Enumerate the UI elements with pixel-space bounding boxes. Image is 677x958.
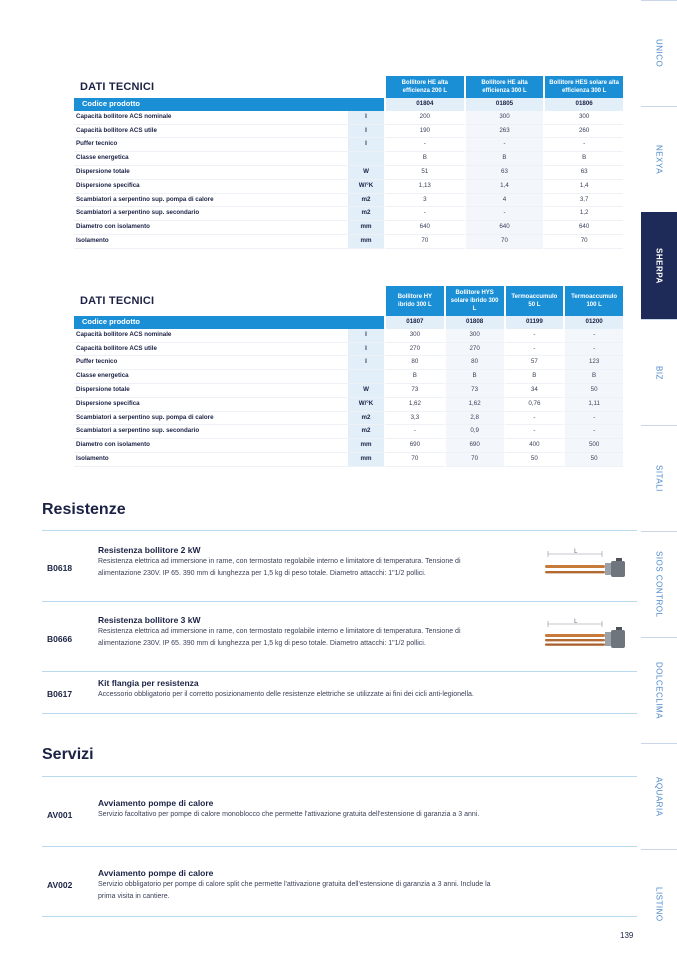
table-row (74, 425, 623, 439)
cell-value: 1,2 (543, 207, 623, 221)
dimension-label: L (574, 618, 578, 625)
cell-value: - (504, 412, 564, 426)
row-unit: l (348, 329, 384, 343)
row-label: Puffer tecnico (74, 138, 348, 152)
tab-label: DOLCECLIMA (654, 661, 664, 719)
item-code: B0618 (47, 563, 73, 573)
cell-value: 0,76 (504, 398, 564, 412)
item-name: Avviamento pompe di calore (98, 798, 214, 808)
column-header: Bollitore HES solare alta efficienza 300 L (543, 76, 623, 98)
cell-value: 80 (384, 356, 444, 370)
cell-value: 400 (504, 439, 564, 453)
cell-value: B (543, 152, 623, 166)
code-row-label: Codice prodotto (74, 98, 348, 111)
cell-value: 260 (543, 125, 623, 139)
cell-value: - (504, 425, 564, 439)
row-unit: l (348, 343, 384, 357)
row-unit: mm (348, 453, 384, 467)
tab-listino[interactable] (641, 849, 677, 958)
cell-value: 1,13 (384, 180, 464, 194)
cell-value: 190 (384, 125, 464, 139)
cell-value: 1,4 (464, 180, 544, 194)
divider (42, 713, 637, 714)
cell-value: 70 (384, 235, 464, 249)
table-row (74, 221, 623, 235)
cell-value: - (543, 138, 623, 152)
cell-value: - (384, 138, 464, 152)
cell-value: - (563, 329, 623, 343)
cell-value: 0,9 (444, 425, 504, 439)
row-unit: mm (348, 221, 384, 235)
cell-value: 690 (384, 439, 444, 453)
divider (42, 601, 637, 602)
table-title: DATI TECNICI (80, 80, 155, 93)
item-name: Avviamento pompe di calore (98, 868, 214, 878)
cell-value: 70 (444, 453, 504, 467)
item-code: AV002 (47, 880, 73, 890)
cell-value: 1,62 (444, 398, 504, 412)
cell-value: - (384, 425, 444, 439)
service-item-av001 (42, 797, 637, 837)
row-unit: l (348, 356, 384, 370)
cell-value: B (444, 370, 504, 384)
page-number: 139 (620, 931, 634, 940)
cell-value: 51 (384, 166, 464, 180)
cell-value: 50 (563, 453, 623, 467)
item-name: Kit flangia per resistenza (98, 678, 199, 688)
product-code: 01805 (464, 98, 544, 111)
tab-unico[interactable] (641, 0, 677, 106)
cell-value: 50 (563, 384, 623, 398)
heater-element-image (540, 548, 632, 580)
table-row (74, 398, 623, 412)
row-unit (348, 152, 384, 166)
cell-value: 263 (464, 125, 544, 139)
cell-value: 80 (444, 356, 504, 370)
table-row (74, 343, 623, 357)
table-row (74, 370, 623, 384)
cell-value: - (384, 207, 464, 221)
tab-biz[interactable] (641, 319, 677, 425)
cell-value: B (384, 152, 464, 166)
cell-value: 63 (464, 166, 544, 180)
row-label: Dispersione totale (74, 166, 348, 180)
product-item-b0618 (42, 544, 637, 602)
row-label: Diametro con isolamento (74, 221, 348, 235)
divider (42, 846, 637, 847)
tab-nexya[interactable] (641, 106, 677, 212)
cell-value: - (504, 329, 564, 343)
item-description: Resistenza elettrica ad immersione in rame, con termostato regolabile interno e limitatore di temperatura. Tensione di alimentazione 230V. IP 65. 390 mm di lunghezza per 1,5 kg di peso totale. Diametro attacchi: 1"1/2 pollici. (98, 628, 461, 647)
cell-value: - (563, 412, 623, 426)
cell-value: 300 (543, 111, 623, 125)
product-code: 01200 (563, 316, 623, 329)
cell-value: B (504, 370, 564, 384)
cell-value: 70 (464, 235, 544, 249)
tab-label: SIOS CONTROL (654, 551, 664, 618)
row-unit: W/°K (348, 398, 384, 412)
tab-label: AQUARIA (654, 776, 664, 817)
product-item-b0617 (42, 677, 637, 713)
row-unit: W/°K (348, 180, 384, 194)
row-label: Dispersione specifica (74, 180, 348, 194)
product-item-b0666 (42, 614, 637, 672)
service-item-av002 (42, 867, 637, 907)
cell-value: 1,11 (563, 398, 623, 412)
cell-value: 73 (444, 384, 504, 398)
cell-value: 3 (384, 194, 464, 208)
item-name: Resistenza bollitore 3 kW (98, 615, 201, 625)
column-header: Bollitore HE alta efficienza 300 L (464, 76, 544, 98)
table-row (74, 329, 623, 343)
row-unit: W (348, 384, 384, 398)
cell-value: 640 (384, 221, 464, 235)
item-description: Accessorio obbligatorio per il corretto posizionamento delle resistenze elettriche se utilizzate ai fini dei cicli anti-legionella. (98, 691, 474, 698)
cell-value: 200 (384, 111, 464, 125)
row-label: Capacità bollitore ACS utile (74, 343, 348, 357)
row-label: Capacità bollitore ACS utile (74, 125, 348, 139)
product-code: 01808 (444, 316, 504, 329)
cell-value: - (504, 343, 564, 357)
table-row (74, 152, 623, 166)
cell-value: B (464, 152, 544, 166)
section-title-resistenze: Resistenze (42, 501, 126, 518)
row-label: Scambiatori a serpentino sup. secondario (74, 207, 348, 221)
heater-element-image (540, 618, 632, 650)
tab-label: LISTINO (654, 886, 664, 922)
row-label: Scambiatori a serpentino sup. pompa di calore (74, 412, 348, 426)
row-unit: l (348, 111, 384, 125)
cell-value: 500 (563, 439, 623, 453)
tab-label: SITALI (654, 465, 664, 492)
tab-label: BIZ (654, 365, 664, 380)
cell-value: 690 (444, 439, 504, 453)
row-label: Diametro con isolamento (74, 439, 348, 453)
tab-sherpa[interactable] (641, 212, 677, 319)
cell-value: 300 (384, 329, 444, 343)
product-code: 01199 (504, 316, 564, 329)
row-label: Dispersione specifica (74, 398, 348, 412)
table-row (74, 138, 623, 152)
cell-value: 123 (563, 356, 623, 370)
row-label: Dispersione totale (74, 384, 348, 398)
divider (42, 530, 637, 531)
row-unit (348, 370, 384, 384)
cell-value: - (464, 207, 544, 221)
cell-value: 640 (543, 221, 623, 235)
tab-dolceclima[interactable] (641, 637, 677, 743)
table-title: DATI TECNICI (80, 294, 155, 307)
item-name: Resistenza bollitore 2 kW (98, 545, 201, 555)
row-label: Classe energetica (74, 370, 348, 384)
row-unit: m2 (348, 412, 384, 426)
section-tabs (641, 0, 677, 958)
table-row (74, 384, 623, 398)
table-row (74, 356, 623, 370)
table-row (74, 194, 623, 208)
cell-value: B (384, 370, 444, 384)
item-code: B0666 (47, 634, 73, 644)
row-unit: l (348, 138, 384, 152)
section-title-servizi: Servizi (42, 746, 94, 763)
table-row (74, 439, 623, 453)
column-header: Bollitore HY ibrido 300 L (384, 286, 444, 316)
cell-value: 640 (464, 221, 544, 235)
item-description: Servizio facoltativo per pompe di calore monoblocco che permette l'attivazione gratuita dell'estensione di garanzia a 3 anni. (98, 811, 480, 818)
cell-value: 1,62 (384, 398, 444, 412)
tab-sitali[interactable] (641, 425, 677, 531)
row-unit: mm (348, 235, 384, 249)
divider (42, 776, 637, 777)
cell-value: 270 (384, 343, 444, 357)
table-row (74, 111, 623, 125)
row-label: Isolamento (74, 453, 348, 467)
table-row (74, 166, 623, 180)
tab-label: UNICO (654, 39, 664, 68)
table-row (74, 207, 623, 221)
tab-aquaria[interactable] (641, 743, 677, 849)
row-unit: m2 (348, 425, 384, 439)
table-row (74, 453, 623, 467)
tech-table-1 (74, 76, 623, 249)
cell-value: 50 (504, 453, 564, 467)
table-row (74, 412, 623, 426)
cell-value: 63 (543, 166, 623, 180)
item-description: Resistenza elettrica ad immersione in rame, con termostato regolabile interno e limitatore di temperatura. Tensione di alimentazione 230V. IP 65. 390 mm di lunghezza per 1,5 kg di peso totale. Diametro attacchi: 1"1/2 pollici. (98, 558, 461, 577)
cell-value: 4 (464, 194, 544, 208)
cell-value: 3,3 (384, 412, 444, 426)
cell-value: 2,8 (444, 412, 504, 426)
cell-value: 270 (444, 343, 504, 357)
tab-label: SHERPA (654, 247, 664, 284)
item-code: B0617 (47, 689, 73, 699)
row-unit: m2 (348, 207, 384, 221)
row-unit: W (348, 166, 384, 180)
cell-value: 34 (504, 384, 564, 398)
cell-value: B (563, 370, 623, 384)
divider (42, 916, 637, 917)
column-header: Bollitore HYS solare ibrido 300 L (444, 286, 504, 316)
dimension-label: L (574, 548, 578, 555)
tab-sios-control[interactable] (641, 531, 677, 637)
tab-label: NEXYA (654, 144, 664, 175)
column-header: Termoaccumulo 50 L (504, 286, 564, 316)
cell-value: 70 (543, 235, 623, 249)
cell-value: 70 (384, 453, 444, 467)
row-label: Scambiatori a serpentino sup. pompa di calore (74, 194, 348, 208)
row-label: Puffer tecnico (74, 356, 348, 370)
row-unit: m2 (348, 194, 384, 208)
cell-value: 73 (384, 384, 444, 398)
column-header: Bollitore HE alta efficienza 200 L (384, 76, 464, 98)
row-unit: l (348, 125, 384, 139)
row-label: Capacità bollitore ACS nominale (74, 329, 348, 343)
product-code: 01806 (543, 98, 623, 111)
row-label: Scambiatori a serpentino sup. secondario (74, 425, 348, 439)
cell-value: - (464, 138, 544, 152)
cell-value: 1,4 (543, 180, 623, 194)
item-code: AV001 (47, 810, 73, 820)
row-label: Capacità bollitore ACS nominale (74, 111, 348, 125)
code-row-label: Codice prodotto (74, 316, 348, 329)
product-code: 01804 (384, 98, 464, 111)
divider (42, 671, 637, 672)
table-row (74, 125, 623, 139)
row-unit: mm (348, 439, 384, 453)
row-label: Isolamento (74, 235, 348, 249)
table-row (74, 180, 623, 194)
column-header: Termoaccumulo 100 L (563, 286, 623, 316)
cell-value: 57 (504, 356, 564, 370)
cell-value: 300 (464, 111, 544, 125)
tech-table-2 (74, 286, 623, 467)
row-label: Classe energetica (74, 152, 348, 166)
item-description: Servizio obbligatorio per pompe di calore split che permette l'attivazione gratuita dell'estensione di garanzia a 3 anni. Include la prima visita in cantiere. (98, 881, 491, 900)
cell-value: 300 (444, 329, 504, 343)
cell-value: 3,7 (543, 194, 623, 208)
cell-value: - (563, 343, 623, 357)
table-row (74, 235, 623, 249)
product-code: 01807 (384, 316, 444, 329)
cell-value: - (563, 425, 623, 439)
